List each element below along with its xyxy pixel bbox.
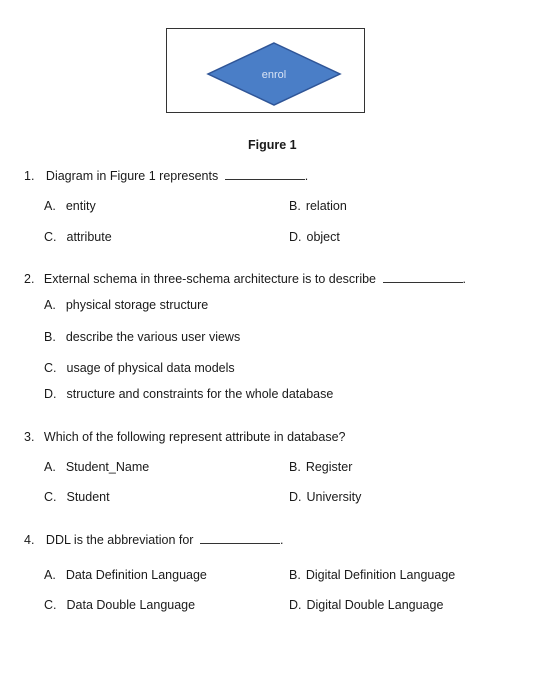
q3-option-a[interactable] — [44, 460, 149, 474]
option-text: relation — [305, 199, 347, 213]
question-4 — [24, 533, 283, 547]
option-letter: D. — [289, 230, 302, 244]
q4-option-d[interactable] — [289, 598, 443, 612]
option-letter: B. — [44, 330, 56, 344]
figure-1-box — [166, 28, 365, 113]
option-text: physical storage structure — [65, 298, 209, 312]
option-text: usage of physical data models — [66, 361, 235, 375]
q4-option-b[interactable] — [289, 568, 455, 582]
q3-option-c[interactable] — [44, 490, 110, 504]
option-text: Data Double Language — [66, 598, 196, 612]
option-text: object — [306, 230, 340, 244]
option-letter: A. — [44, 460, 56, 474]
option-text: describe the various user views — [65, 330, 241, 344]
option-text: structure and constraints for the whole database — [66, 387, 334, 401]
option-text: University — [306, 490, 362, 504]
question-2-end: . — [462, 272, 466, 286]
option-letter: D. — [289, 598, 302, 612]
q2-option-d[interactable] — [44, 387, 333, 401]
option-text: Student_Name — [65, 460, 150, 474]
option-text: Digital Double Language — [306, 598, 444, 612]
option-letter: C. — [44, 361, 57, 375]
option-text: Data Definition Language — [65, 568, 207, 582]
q1-option-d[interactable] — [289, 230, 340, 244]
answer-blank — [383, 272, 463, 283]
question-1 — [24, 169, 308, 183]
q3-option-b[interactable] — [289, 460, 352, 474]
relationship-diagram — [167, 29, 366, 114]
option-text: Register — [305, 460, 353, 474]
option-letter: C. — [44, 490, 57, 504]
question-3-number: 3. — [24, 430, 35, 444]
option-text: attribute — [66, 230, 112, 244]
q4-option-c[interactable] — [44, 598, 195, 612]
question-4-text: DDL is the abbreviation for — [45, 533, 194, 547]
option-text: Student — [66, 490, 110, 504]
option-letter: A. — [44, 568, 56, 582]
option-letter: B. — [289, 199, 301, 213]
question-3 — [24, 430, 346, 444]
question-2 — [24, 272, 466, 286]
option-letter: A. — [44, 298, 56, 312]
question-1-number: 1. — [24, 169, 35, 183]
option-letter: B. — [289, 568, 301, 582]
relationship-label: enrol — [261, 69, 287, 81]
q2-option-a[interactable] — [44, 298, 208, 312]
q3-option-d[interactable] — [289, 490, 361, 504]
option-text: entity — [65, 199, 96, 213]
question-1-end: . — [304, 169, 309, 183]
option-letter: A. — [44, 199, 56, 213]
option-letter: D. — [289, 490, 302, 504]
q1-option-a[interactable] — [44, 199, 96, 213]
option-letter: C. — [44, 598, 57, 612]
figure-caption: Figure 1 — [248, 138, 297, 152]
q2-option-b[interactable] — [44, 330, 240, 344]
answer-blank — [225, 169, 305, 180]
answer-blank — [200, 533, 280, 544]
question-3-text: Which of the following represent attribute in database? — [43, 430, 346, 444]
question-2-text: External schema in three-schema architecture is to describe — [43, 272, 377, 286]
q1-option-b[interactable] — [289, 199, 347, 213]
question-4-number: 4. — [24, 533, 35, 547]
option-letter: C. — [44, 230, 57, 244]
q1-option-c[interactable] — [44, 230, 112, 244]
option-letter: B. — [289, 460, 301, 474]
q2-option-c[interactable] — [44, 361, 235, 375]
question-2-number: 2. — [24, 272, 35, 286]
q4-option-a[interactable] — [44, 568, 207, 582]
option-letter: D. — [44, 387, 57, 401]
option-text: Digital Definition Language — [305, 568, 456, 582]
question-1-text: Diagram in Figure 1 represents — [45, 169, 219, 183]
question-4-end: . — [279, 533, 284, 547]
